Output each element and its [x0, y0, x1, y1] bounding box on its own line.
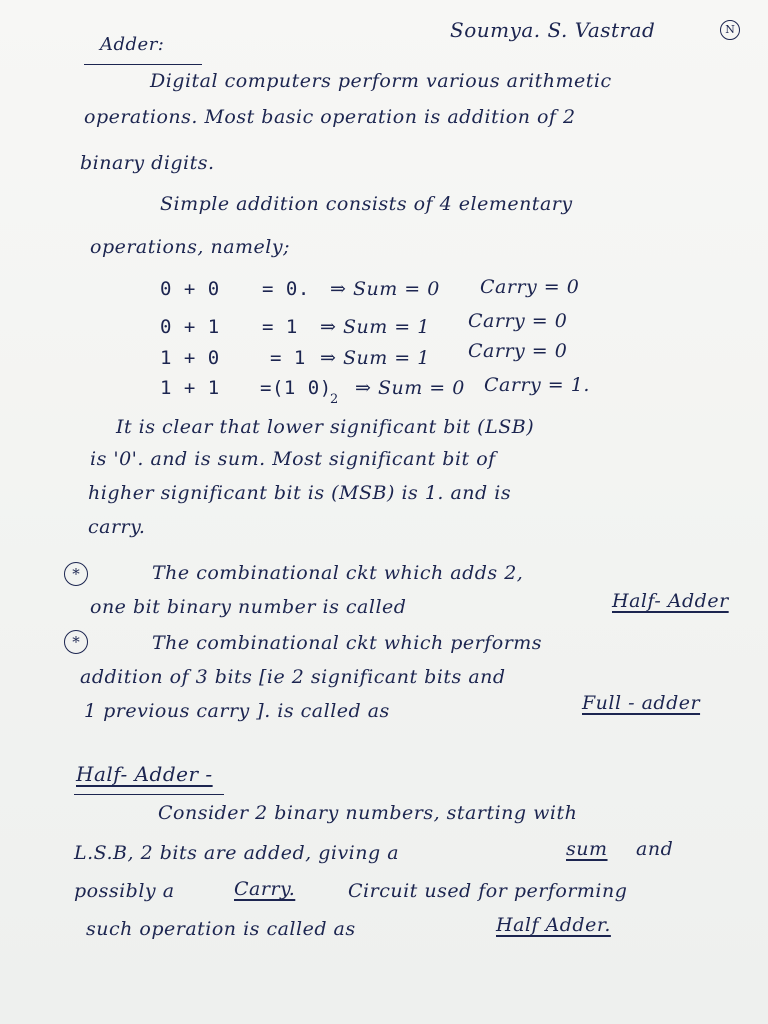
- row-carry: Carry = 0: [480, 276, 580, 298]
- row-carry: Carry = 0: [468, 340, 568, 362]
- row-sum: ⇒ Sum = 0: [330, 278, 440, 300]
- note-line: one bit binary number is called: [90, 596, 407, 618]
- row-expr: 0 + 1: [160, 316, 220, 338]
- explain-line-3: higher significant bit is (MSB) is 1. and is: [88, 482, 512, 504]
- row-carry: Carry = 1.: [484, 374, 590, 396]
- intro-line-2: operations. Most basic operation is addition of 2: [84, 106, 576, 128]
- row-sum: ⇒ Sum = 1: [320, 316, 430, 338]
- asterisk-bullet-icon: *: [64, 562, 88, 586]
- row-expr: 1 + 0: [160, 347, 220, 369]
- row-sum: ⇒ Sum = 0: [355, 377, 465, 399]
- term-full-adder: Full - adder: [582, 692, 701, 714]
- row-sum: ⇒ Sum = 1: [320, 347, 430, 369]
- term-half-adder: Half- Adder: [612, 590, 729, 612]
- page-badge: N: [720, 20, 740, 40]
- word-carry: Carry.: [234, 878, 296, 900]
- author-name: Soumya. S. Vastrad: [450, 18, 656, 42]
- row-result: =(1 0): [260, 377, 332, 399]
- explain-line-1: It is clear that lower significant bit (LSB): [116, 416, 535, 438]
- term-half-adder-final: Half Adder.: [496, 914, 611, 936]
- word-sum: sum: [566, 838, 608, 860]
- half-adder-line: possibly a: [74, 880, 175, 902]
- half-adder-line: L.S.B, 2 bits are added, giving a: [74, 842, 400, 864]
- asterisk-bullet-icon: *: [64, 630, 88, 654]
- row-result: = 1: [270, 347, 306, 369]
- heading-underline: [74, 794, 224, 795]
- row-result: = 0.: [262, 278, 310, 300]
- title-underline: [84, 64, 202, 65]
- half-adder-line: such operation is called as: [86, 918, 356, 940]
- half-adder-line: Circuit used for performing: [348, 880, 628, 902]
- base-subscript: 2: [330, 392, 339, 407]
- page-title: Adder:: [100, 34, 165, 55]
- note-line: addition of 3 bits [ie 2 significant bits and: [80, 666, 506, 688]
- intro-line-3: binary digits.: [80, 152, 215, 174]
- word-and: and: [636, 838, 674, 860]
- explain-line-4: carry.: [88, 516, 146, 538]
- intro-line-4: Simple addition consists of 4 elementary: [160, 193, 573, 215]
- row-result: = 1: [262, 316, 298, 338]
- row-carry: Carry = 0: [468, 310, 568, 332]
- row-expr: 0 + 0: [160, 278, 220, 300]
- note-line: The combinational ckt which performs: [152, 632, 543, 654]
- intro-line-5: operations, namely;: [90, 236, 291, 258]
- intro-line-1: Digital computers perform various arithmetic: [150, 70, 612, 92]
- explain-line-2: is '0'. and is sum. Most significant bit of: [90, 448, 496, 470]
- note-line: 1 previous carry ]. is called as: [84, 700, 390, 722]
- half-adder-line: Consider 2 binary numbers, starting with: [158, 802, 578, 824]
- row-expr: 1 + 1: [160, 377, 220, 399]
- section-heading: Half- Adder -: [76, 762, 213, 786]
- note-line: The combinational ckt which adds 2,: [152, 562, 524, 584]
